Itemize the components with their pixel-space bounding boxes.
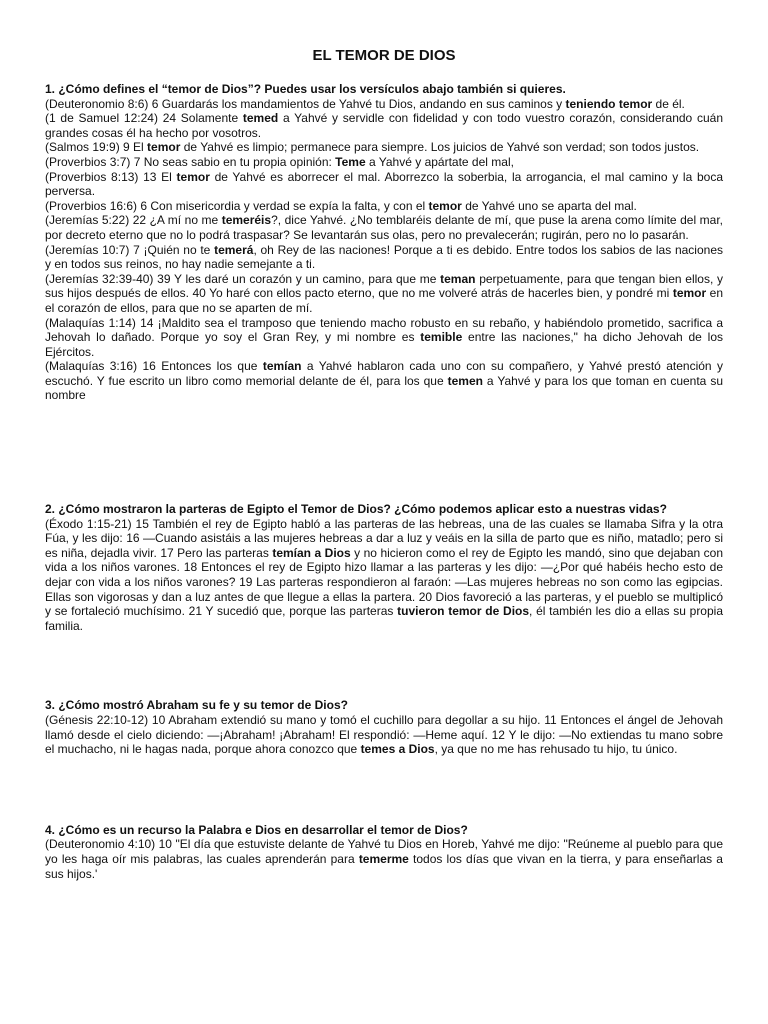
- verse-paragraph: [45, 97, 723, 112]
- verse-paragraph: [45, 713, 723, 757]
- verse-paragraph: [45, 517, 723, 634]
- verse-text: (Malaquías 1:14) 14 ¡Maldito sea el tramposo que teniendo macho robusto en su rebaño, y habiéndolo prometido, sacrifica a Jehovah lo dañado. Porque yo soy el Gran Rey, y mi nombre es: [45, 315, 723, 345]
- emphasis-text: tuvieron temor de Dios: [397, 604, 530, 619]
- emphasis-text: temed: [242, 111, 279, 126]
- emphasis-text: temían: [262, 359, 302, 374]
- question-1: 1. ¿Cómo defines el “temor de Dios”? Puedes usar los versículos abajo también si quieres.: [45, 82, 566, 96]
- emphasis-text: temen: [447, 373, 483, 388]
- verse-text: de Yahvé es aborrecer el mal. Aborrezco la soberbia, la arrogancia, el mal camino y la boca perversa.: [45, 169, 723, 199]
- verse-text: (Malaquías 3:16) 16 Entonces los que: [45, 359, 263, 374]
- verse-paragraph: [45, 359, 723, 403]
- verse-text: (Génesis 22:10-12) 10 Abraham extendió su mano y tomó el cuchillo para degollar a su hijo. 11 Entonces el ángel de Jehovah llamó desde el cielo diciendo: —¡Abraham! ¡Abraham! El respondió: —Heme aquí. 12 Y le dijo: —No extiendas tu mano sobre el muchacho, ni le hagas nada, porque ahora conozco que: [45, 713, 723, 757]
- verse-text: a Yahvé y para los que toman en cuenta su nombre: [45, 373, 723, 403]
- verses-2: [45, 517, 723, 634]
- emphasis-text: temor: [672, 286, 707, 301]
- emphasis-text: temor: [176, 169, 210, 184]
- verse-paragraph: [45, 199, 723, 214]
- verse-text: ?, dice Yahvé. ¿No temblaréis delante de mí, que puse la arena como límite del mar, por decreto eterno que no lo podrá traspasar? Se levantarán sus olas, pero no prevalecerán; rugirán, pero no lo pasarán.: [45, 213, 723, 242]
- verse-text: (Jeremías 32:39-40) 39 Y les daré un corazón y un camino, para que me: [45, 271, 441, 286]
- section-3: [45, 698, 723, 756]
- verse-paragraph: [45, 111, 723, 140]
- verse-text: (Deuteronomio 8:6) 6 Guardarás los mandamientos de Yahvé tu Dios, andando en sus caminos y: [45, 96, 566, 111]
- emphasis-text: teman: [440, 271, 476, 286]
- verse-text: (Jeremías 10:7) 7 ¡Quién no te: [45, 242, 215, 257]
- verse-paragraph: [45, 155, 723, 170]
- question-4: 4. ¿Cómo es un recurso la Palabra e Dios en desarrollar el temor de Dios?: [45, 822, 468, 837]
- emphasis-text: temerme: [358, 851, 409, 866]
- verse-text: (Proverbios 16:6) 6 Con misericordia y verdad se expía la falta, y con el: [45, 198, 429, 213]
- verse-paragraph: [45, 170, 723, 199]
- verse-paragraph: [45, 272, 723, 316]
- emphasis-text: temible: [420, 330, 463, 345]
- verse-text: de Yahvé uno se aparta del mal.: [461, 198, 637, 213]
- emphasis-text: Teme: [335, 154, 366, 169]
- section-4: [45, 823, 723, 881]
- verse-text: y no hicieron como el rey de Egipto les mandó, sino que dejaban con vida a los niños varones. 18 Entonces el rey de Egipto hizo llamar a las parteras y les dijo: —¿Por qué habéis hecho esto de dejar con vida a los niños varones? 19 Las parteras respondieron al faraón: —Las mujeres hebreas no son como las egipcias. Ellas son vigorosas y dan a luz antes de que llegue a ellas la partera. 20 Dios favoreció a las parteras, y el pueblo se multiplicó y se fortaleció muchísimo. 21 Y sucedió que, porque las parteras: [45, 545, 723, 619]
- verse-text: , ya que no me has rehusado tu hijo, tu único.: [434, 742, 678, 757]
- question-3: 3. ¿Cómo mostró Abraham su fe y su temor de Dios?: [45, 698, 348, 713]
- verse-paragraph: [45, 837, 723, 881]
- verse-text: de Yahvé es limpio; permanece para siempre. Los juicios de Yahvé son verdad; son todos justos.: [180, 140, 700, 155]
- verse-text: (Salmos 19:9) 9 El: [45, 140, 148, 155]
- emphasis-text: temeréis: [221, 213, 272, 228]
- verses-1: [45, 97, 723, 403]
- verse-text: , oh Rey de las naciones! Porque a ti es debido. Entre todos los sabios de las naciones y en todos sus reinos, no hay nadie semejante a ti.: [45, 242, 723, 272]
- verse-text: a Yahvé y servidle con fidelidad y con todo vuestro corazón, considerando cuán grandes cosas él ha hecho por vosotros.: [45, 111, 723, 140]
- verse-text: (Deuteronomio 4:10) 10 "El día que estuviste delante de Yahvé tu Dios en Horeb, Yahvé me dijo: "Reúneme al pueblo para que yo les haga oír mis palabras, las cuales aprenderán para: [45, 837, 723, 866]
- emphasis-text: temor: [147, 140, 181, 155]
- verses-3: [45, 713, 723, 757]
- verse-text: , él también les dio a ellas su propia familia.: [45, 604, 723, 633]
- section-2: [45, 502, 723, 633]
- verse-text: perpetuamente, para que tengan bien ellos, y sus hijos después de ellos. 40 Yo haré con ellos pacto eterno, que no me volveré atrás de hacerles bien, y pondré mi: [45, 271, 724, 301]
- verses-4: [45, 837, 723, 881]
- verse-paragraph: [45, 316, 723, 360]
- verse-text: a Yahvé y apártate del mal,: [365, 154, 514, 169]
- verse-text: de él.: [652, 96, 685, 111]
- verse-text: (1 de Samuel 12:24) 24 Solamente: [45, 111, 243, 126]
- emphasis-text: temerá: [214, 242, 254, 257]
- section-1: [45, 82, 723, 403]
- verse-text: todos los días que vivan en la tierra, y para enseñarlas a sus hijos.': [45, 851, 723, 881]
- question-2: 2. ¿Cómo mostraron la parteras de Egipto el Temor de Dios? ¿Cómo podemos aplicar esto a nuestras vidas?: [45, 502, 667, 517]
- emphasis-text: temor: [428, 198, 462, 213]
- emphasis-text: teniendo temor: [565, 96, 653, 111]
- verse-text: en el corazón de ellos, para que no se aparten de mí.: [45, 286, 724, 315]
- verse-text: (Éxodo 1:15-21) 15 También el rey de Egipto habló a las parteras de las hebreas, una de las cuales se llamaba Sifra y la otra Fúa, y les dijo: 16 —Cuando asistáis a las mujeres hebreas a dar a luz y veáis en la silla de parto que es niño, matadlo; pero si es niña, dejadla vivir. 17 Pero las parteras: [45, 516, 723, 560]
- emphasis-text: temes a Dios: [360, 742, 435, 757]
- verse-text: (Jeremías 5:22) 22 ¿A mí no me: [45, 213, 222, 228]
- page-title: EL TEMOR DE DIOS: [312, 47, 456, 64]
- verse-paragraph: [45, 140, 723, 155]
- verse-text: entre las naciones," ha dicho Jehovah de los Ejércitos.: [45, 330, 723, 359]
- verse-paragraph: [45, 243, 723, 272]
- verse-text: a Yahvé hablaron cada uno con su compañero, y Yahvé prestó atención y escuchó. Y fue escrito un libro como memorial delante de él, para los que: [45, 359, 723, 388]
- verse-text: (Proverbios 8:13) 13 El: [45, 169, 177, 184]
- verse-paragraph: [45, 213, 723, 242]
- verse-text: (Proverbios 3:7) 7 No seas sabio en tu propia opinión:: [45, 154, 336, 169]
- emphasis-text: temían a Dios: [272, 545, 351, 560]
